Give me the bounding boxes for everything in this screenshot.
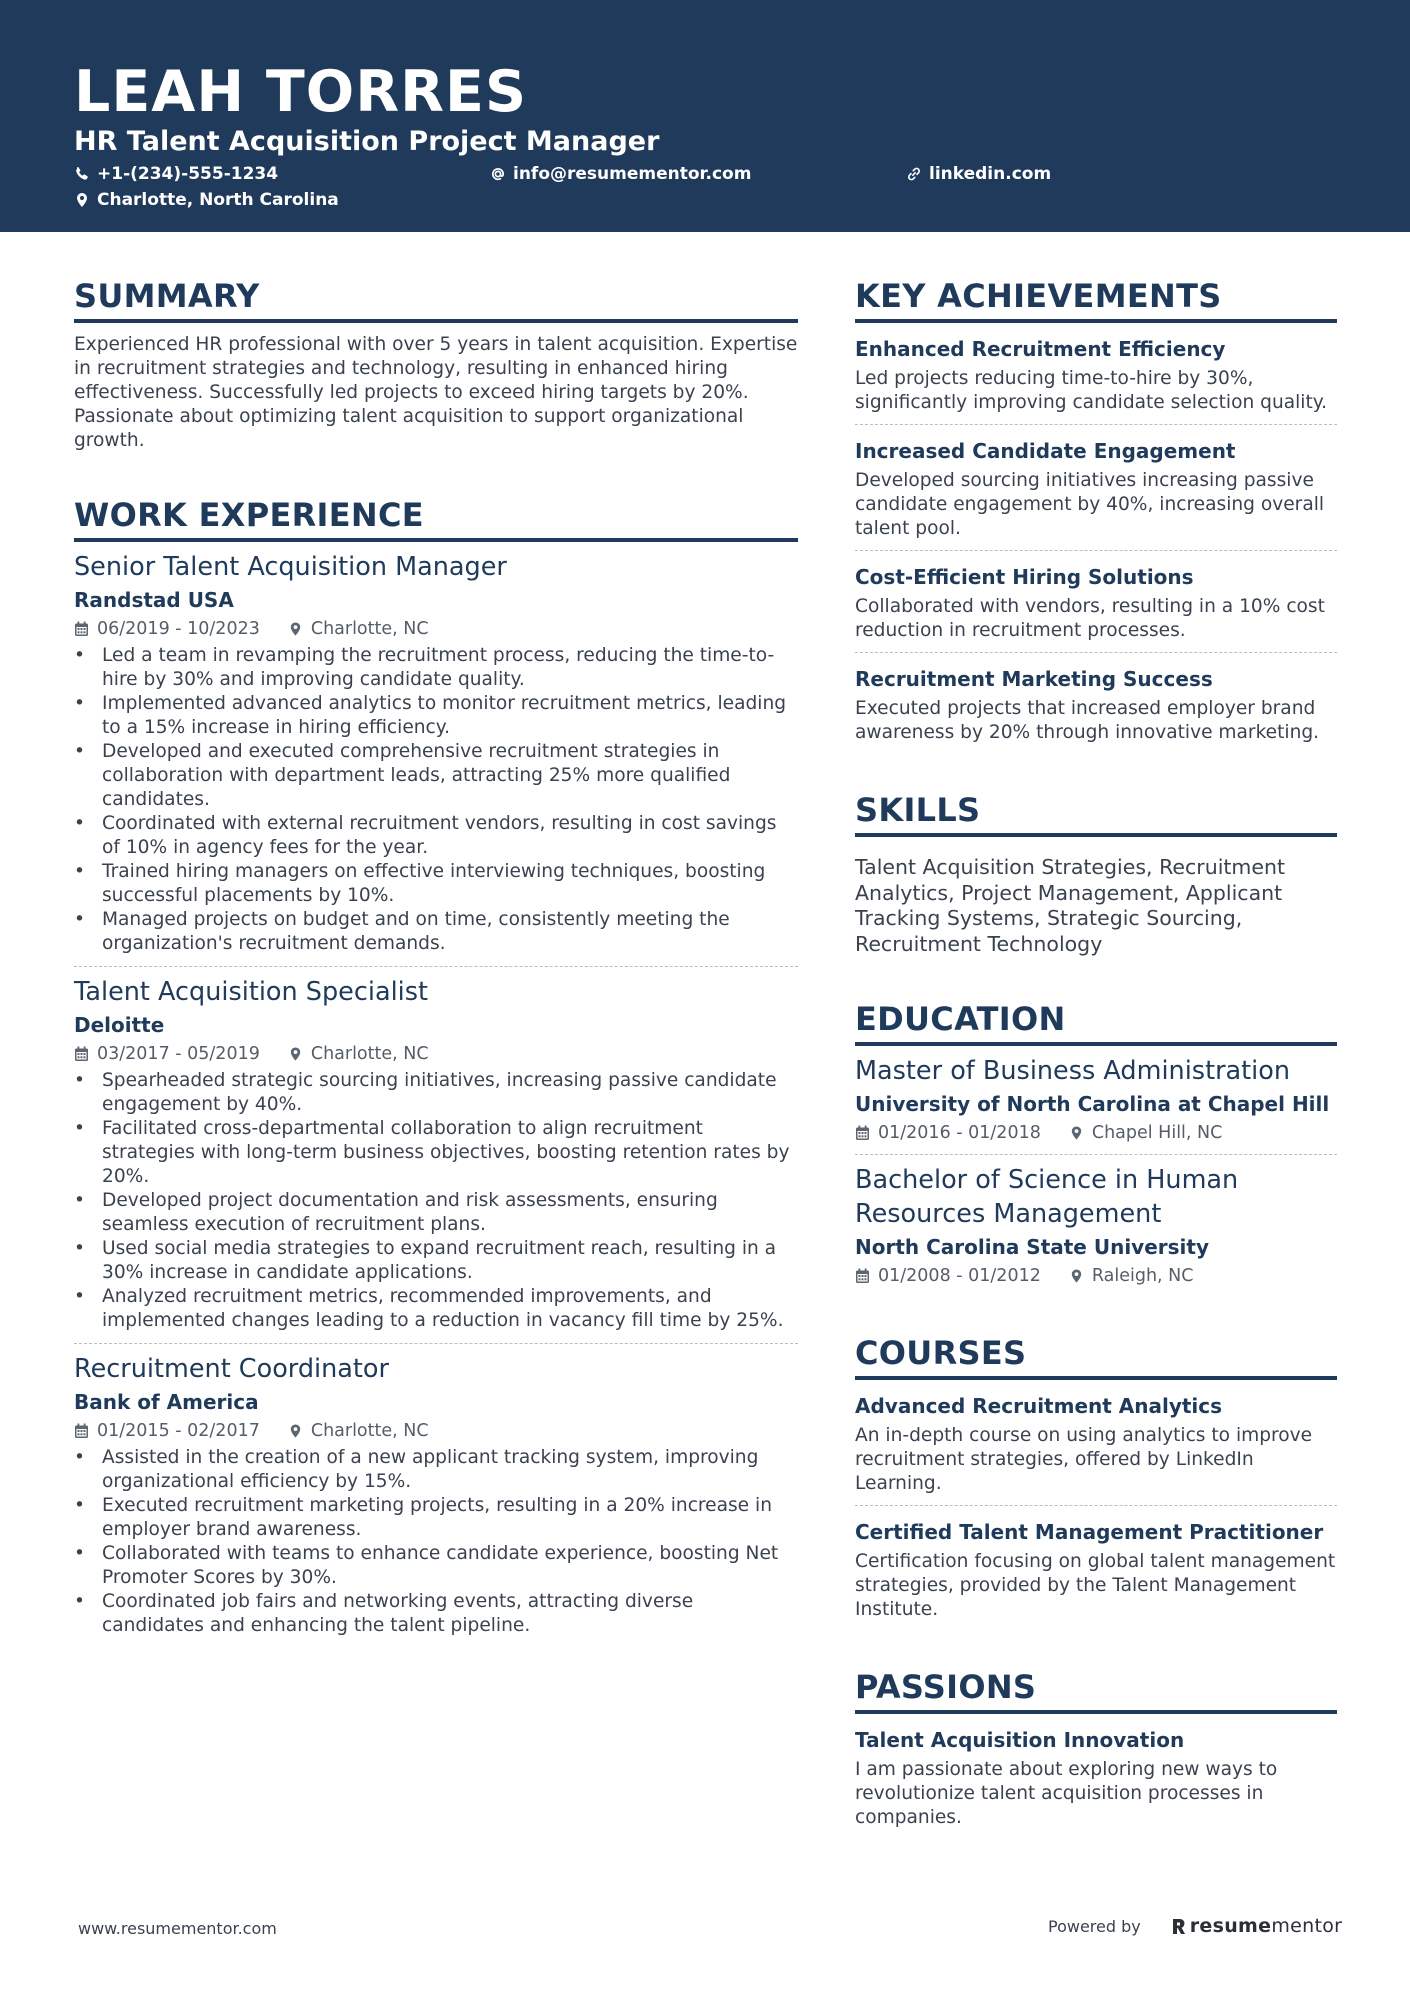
course-item xyxy=(855,1506,1337,1631)
left-column xyxy=(74,274,798,1648)
contact-location xyxy=(74,188,339,212)
job-dates-text: 03/2017 - 05/2019 xyxy=(97,1044,260,1064)
job-bullet: • Trained hiring managers on effective interviewing techniques, boosting successful placements by 10%. xyxy=(74,860,798,908)
contact-linkedin[interactable] xyxy=(906,162,1051,186)
job-bullet: • Analyzed recruitment metrics, recommended improvements, and implemented changes leading to a reduction in vacancy fill time by 25%. xyxy=(74,1285,798,1333)
at-sign-icon xyxy=(490,166,506,182)
education-location-text: Raleigh, NC xyxy=(1091,1266,1194,1286)
contact-email[interactable] xyxy=(490,162,751,186)
job-entry xyxy=(74,967,798,1344)
right-column xyxy=(855,274,1337,1839)
course-item xyxy=(855,1380,1337,1506)
job-role: Recruitment Coordinator xyxy=(74,1354,389,1384)
location-text: Charlotte, North Carolina xyxy=(97,190,339,210)
job-meta xyxy=(74,1041,798,1067)
courses-heading: COURSES xyxy=(855,1331,1337,1380)
education-school: University of North Carolina at Chapel Hill xyxy=(855,1092,1330,1116)
education-location-text: Chapel Hill, NC xyxy=(1091,1123,1223,1143)
job-dates-text: 06/2019 - 10/2023 xyxy=(97,619,260,639)
experience-section xyxy=(74,493,798,1648)
achievement-desc: Collaborated with vendors, resulting in a 10% cost reduction in recruitment processes. xyxy=(855,596,1325,641)
course-desc: Certification focusing on global talent management strategies, provided by the Talent Management Institute. xyxy=(855,1551,1336,1620)
summary-heading: SUMMARY xyxy=(74,274,798,323)
education-dates xyxy=(855,1120,1041,1146)
courses-section xyxy=(855,1331,1337,1631)
map-pin-icon xyxy=(288,1423,303,1439)
education-meta xyxy=(855,1120,1337,1146)
job-dates xyxy=(74,616,260,642)
candidate-name: LEAH TORRES xyxy=(74,59,528,125)
achievement-title: Recruitment Marketing Success xyxy=(855,667,1213,691)
achievement-desc: Led projects reducing time-to-hire by 30%, significantly improving candidate selection quality. xyxy=(855,368,1328,413)
job-location xyxy=(288,616,429,642)
job-entry xyxy=(74,542,798,967)
education-dates-text: 01/2016 - 01/2018 xyxy=(878,1123,1041,1143)
phone-icon xyxy=(74,166,90,182)
calendar-icon xyxy=(855,1125,870,1141)
job-bullet: • Led a team in revamping the recruitment process, reducing the time-to-hire by 30% and improving candidate quality. xyxy=(74,644,798,692)
resume-header xyxy=(0,0,1410,232)
map-pin-icon xyxy=(288,1046,303,1062)
linkedin-text[interactable]: linkedin.com xyxy=(929,164,1052,184)
job-company: Randstad USA xyxy=(74,588,234,612)
map-pin-icon xyxy=(1069,1125,1084,1141)
job-bullet: • Used social media strategies to expand recruitment reach, resulting in a 30% increase in candidate applications. xyxy=(74,1237,798,1285)
achievements-heading: KEY ACHIEVEMENTS xyxy=(855,274,1337,323)
achievement-item xyxy=(855,551,1337,653)
job-location-text: Charlotte, NC xyxy=(310,1421,429,1441)
education-item xyxy=(855,1155,1337,1297)
job-bullet: • Developed and executed comprehensive recruitment strategies in collaboration with department leads, attracting 25% more qualified candidates. xyxy=(74,740,798,812)
job-bullet: • Spearheaded strategic sourcing initiatives, increasing passive candidate engagement by 40%. xyxy=(74,1069,798,1117)
achievement-title: Increased Candidate Engagement xyxy=(855,439,1236,463)
education-degree: Bachelor of Science in Human Resources Management xyxy=(855,1165,1239,1229)
passion-title: Talent Acquisition Innovation xyxy=(855,1728,1185,1752)
job-bullet: • Coordinated job fairs and networking events, attracting diverse candidates and enhancing the talent pipeline. xyxy=(74,1590,798,1638)
job-bullet: • Executed recruitment marketing projects, resulting in a 20% increase in employer brand awareness. xyxy=(74,1494,798,1542)
passions-heading: PASSIONS xyxy=(855,1665,1337,1714)
summary-section xyxy=(74,274,798,453)
achievement-desc: Executed projects that increased employer brand awareness by 20% through innovative marketing. xyxy=(855,698,1320,743)
education-school: North Carolina State University xyxy=(855,1235,1209,1259)
education-location xyxy=(1069,1263,1194,1289)
achievements-section xyxy=(855,274,1337,754)
brand-logo[interactable] xyxy=(1171,1915,1343,1937)
job-bullets xyxy=(74,1446,798,1638)
map-pin-icon xyxy=(1069,1268,1084,1284)
job-bullet: • Managed projects on budget and on time, consistently meeting the organization's recruitment demands. xyxy=(74,908,798,956)
resumementor-logo-icon xyxy=(1171,1916,1187,1936)
job-role: Talent Acquisition Specialist xyxy=(74,977,429,1007)
course-title: Advanced Recruitment Analytics xyxy=(855,1394,1223,1418)
education-location xyxy=(1069,1120,1223,1146)
calendar-icon xyxy=(74,1423,89,1439)
education-section xyxy=(855,997,1337,1297)
passion-desc: I am passionate about exploring new ways to revolutionize talent acquisition processes in companies. xyxy=(855,1759,1278,1828)
job-entry xyxy=(74,1344,798,1648)
passions-section xyxy=(855,1665,1337,1839)
job-dates-text: 01/2015 - 02/2017 xyxy=(97,1421,260,1441)
course-title: Certified Talent Management Practitioner xyxy=(855,1520,1324,1544)
job-bullets xyxy=(74,644,798,956)
education-dates xyxy=(855,1263,1041,1289)
summary-text: Experienced HR professional with over 5 years in talent acquisition. Expertise in recruitment strategies and technology, resulting in enhanced hiring effectiveness. Successfully led projects to exceed hiring targets by 20%. Passionate about optimizing talent acquisition to support organizational growth. xyxy=(74,334,798,451)
footer-powered xyxy=(1048,1915,1342,1937)
job-bullet: • Collaborated with teams to enhance candidate experience, boosting Net Promoter Scores by 30%. xyxy=(74,1542,798,1590)
link-icon xyxy=(906,166,922,182)
job-location xyxy=(288,1418,429,1444)
job-bullet: • Developed project documentation and risk assessments, ensuring seamless execution of recruitment plans. xyxy=(74,1189,798,1237)
job-location-text: Charlotte, NC xyxy=(310,619,429,639)
job-bullets xyxy=(74,1069,798,1333)
achievement-item xyxy=(855,425,1337,551)
passion-item xyxy=(855,1714,1337,1839)
job-bullet: • Assisted in the creation of a new applicant tracking system, improving organizational efficiency by 15%. xyxy=(74,1446,798,1494)
achievement-title: Enhanced Recruitment Efficiency xyxy=(855,337,1226,361)
email-text[interactable]: info@resumementor.com xyxy=(513,164,752,184)
brand-name xyxy=(1190,1915,1343,1937)
job-bullet: • Facilitated cross-departmental collaboration to align recruitment strategies with long-term business objectives, boosting retention rates by 20%. xyxy=(74,1117,798,1189)
achievement-item xyxy=(855,323,1337,425)
job-location xyxy=(288,1041,429,1067)
map-pin-icon xyxy=(288,621,303,637)
achievement-item xyxy=(855,653,1337,754)
calendar-icon xyxy=(74,1046,89,1062)
candidate-title: HR Talent Acquisition Project Manager xyxy=(74,126,660,157)
job-company: Bank of America xyxy=(74,1390,259,1414)
job-role: Senior Talent Acquisition Manager xyxy=(74,552,507,582)
contact-phone xyxy=(74,162,278,186)
brand-name-rest: mentor xyxy=(1271,1915,1343,1937)
map-pin-icon xyxy=(74,192,90,208)
education-heading: EDUCATION xyxy=(855,997,1337,1046)
achievement-desc: Developed sourcing initiatives increasing passive candidate engagement by 40%, increasing overall talent pool. xyxy=(855,470,1325,539)
job-meta xyxy=(74,616,798,642)
job-dates xyxy=(74,1418,260,1444)
job-bullet: • Coordinated with external recruitment vendors, resulting in cost savings of 10% in agency fees for the year. xyxy=(74,812,798,860)
brand-name-bold: resume xyxy=(1189,1915,1272,1937)
achievement-title: Cost-Efficient Hiring Solutions xyxy=(855,565,1194,589)
skills-text: Talent Acquisition Strategies, Recruitment Analytics, Project Management, Applicant Tracking Systems, Strategic Sourcing, Recruitment Technology xyxy=(855,855,1286,956)
education-degree: Master of Business Administration xyxy=(855,1056,1291,1086)
course-desc: An in-depth course on using analytics to improve recruitment strategies, offered by LinkedIn Learning. xyxy=(855,1425,1313,1494)
footer-website[interactable]: www.resumementor.com xyxy=(78,1919,277,1938)
skills-section xyxy=(855,788,1337,957)
education-item xyxy=(855,1046,1337,1155)
phone-text: +1-(234)-555-1234 xyxy=(97,164,279,184)
calendar-icon xyxy=(74,621,89,637)
job-location-text: Charlotte, NC xyxy=(310,1044,429,1064)
calendar-icon xyxy=(855,1268,870,1284)
job-bullet: • Implemented advanced analytics to monitor recruitment metrics, leading to a 15% increase in hiring efficiency. xyxy=(74,692,798,740)
job-company: Deloitte xyxy=(74,1013,165,1037)
powered-by-label: Powered by xyxy=(1048,1916,1141,1936)
experience-heading: WORK EXPERIENCE xyxy=(74,493,798,542)
education-dates-text: 01/2008 - 01/2012 xyxy=(878,1266,1041,1286)
education-meta xyxy=(855,1263,1337,1289)
job-dates xyxy=(74,1041,260,1067)
job-meta xyxy=(74,1418,798,1444)
skills-heading: SKILLS xyxy=(855,788,1337,837)
